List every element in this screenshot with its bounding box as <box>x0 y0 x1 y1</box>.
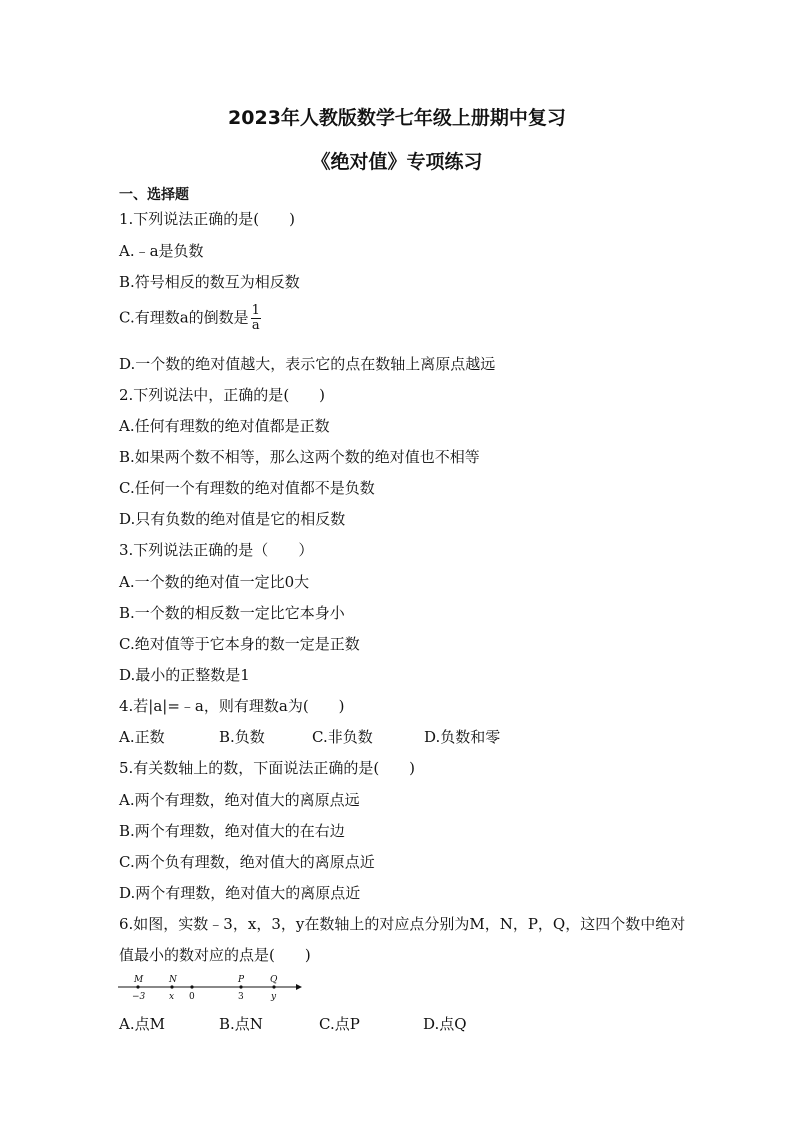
question-3-option-a: A.一个数的绝对值一定比0大 <box>119 573 310 591</box>
origin-dot <box>190 985 193 988</box>
question-2-option-c: C.任何一个有理数的绝对值都不是负数 <box>119 479 375 497</box>
question-4-option-b: B.负数 <box>219 728 265 746</box>
question-6-options <box>119 1014 467 1034</box>
question-4-option-d: D.负数和零 <box>424 728 501 746</box>
question-6-option-d: D.点Q <box>423 1015 467 1033</box>
point-p-dot <box>239 985 242 988</box>
point-p-label: P <box>238 975 245 985</box>
page-title: 2023年人教版数学七年级上册期中复习 <box>228 107 566 129</box>
value-n-label: x <box>169 992 175 1002</box>
value-q-label: y <box>271 992 277 1002</box>
page-subtitle: 《绝对值》专项练习 <box>311 151 483 173</box>
number-line-arrow-icon <box>296 984 302 990</box>
question-3-option-b: B.一个数的相反数一定比它本身小 <box>119 604 345 622</box>
question-1-option-b: B.符号相反的数互为相反数 <box>119 273 300 291</box>
question-2-option-d: D.只有负数的绝对值是它的相反数 <box>119 510 346 528</box>
section-heading: 一、选择题 <box>119 187 189 203</box>
question-4-option-a: A.正数 <box>119 728 165 746</box>
number-line-figure <box>118 972 303 1004</box>
question-6-option-a: A.点M <box>119 1015 165 1033</box>
value-origin-label: 0 <box>189 992 195 1002</box>
fraction-denominator: a <box>251 318 260 333</box>
question-5-option-c: C.两个负有理数，绝对值大的离原点近 <box>119 853 375 871</box>
question-6-option-b: B.点N <box>219 1015 263 1033</box>
question-3-stem: 3.下列说法正确的是（ ） <box>119 541 314 559</box>
question-2-stem: 2.下列说法中，正确的是( ) <box>119 386 326 404</box>
question-4-stem: 4.若|a|=﹣a，则有理数a为( ) <box>119 697 345 715</box>
option-c-text: C.有理数a的倒数是 <box>119 308 249 327</box>
question-6-stem-line1: 6.如图，实数﹣3，x，3，y在数轴上的对应点分别为M，N，P，Q，这四个数中绝对 <box>119 915 686 933</box>
point-m-dot <box>136 985 139 988</box>
question-5-option-b: B.两个有理数，绝对值大的在右边 <box>119 822 345 840</box>
fraction-numerator: 1 <box>251 303 260 318</box>
value-p-label: 3 <box>238 992 244 1002</box>
point-q-label: Q <box>270 975 278 985</box>
question-4-option-c: C.非负数 <box>312 728 373 746</box>
point-m-label: M <box>134 975 144 985</box>
question-2-option-b: B.如果两个数不相等，那么这两个数的绝对值也不相等 <box>119 448 480 466</box>
question-2-option-a: A.任何有理数的绝对值都是正数 <box>119 417 330 435</box>
fraction <box>251 304 261 333</box>
question-4-options <box>119 727 500 747</box>
point-n-dot <box>170 985 173 988</box>
question-6-stem-line2: 值最小的数对应的点是( ) <box>119 946 311 964</box>
question-5-stem: 5.有关数轴上的数，下面说法正确的是( ) <box>119 759 416 777</box>
question-1-stem: 1.下列说法正确的是( ) <box>119 210 296 228</box>
question-1-option-c <box>119 304 261 333</box>
question-5-option-a: A.两个有理数，绝对值大的离原点远 <box>119 791 360 809</box>
question-5-option-d: D.两个有理数，绝对值大的离原点近 <box>119 884 361 902</box>
point-n-label: N <box>169 975 177 985</box>
value-m-label: −3 <box>132 992 146 1002</box>
question-3-option-c: C.绝对值等于它本身的数一定是正数 <box>119 635 360 653</box>
question-6-option-c: C.点P <box>319 1015 360 1033</box>
question-3-option-d: D.最小的正整数是1 <box>119 666 250 684</box>
question-1-option-a: A.﹣a是负数 <box>119 242 204 260</box>
point-q-dot <box>272 985 275 988</box>
question-1-option-d: D.一个数的绝对值越大，表示它的点在数轴上离原点越远 <box>119 355 496 373</box>
